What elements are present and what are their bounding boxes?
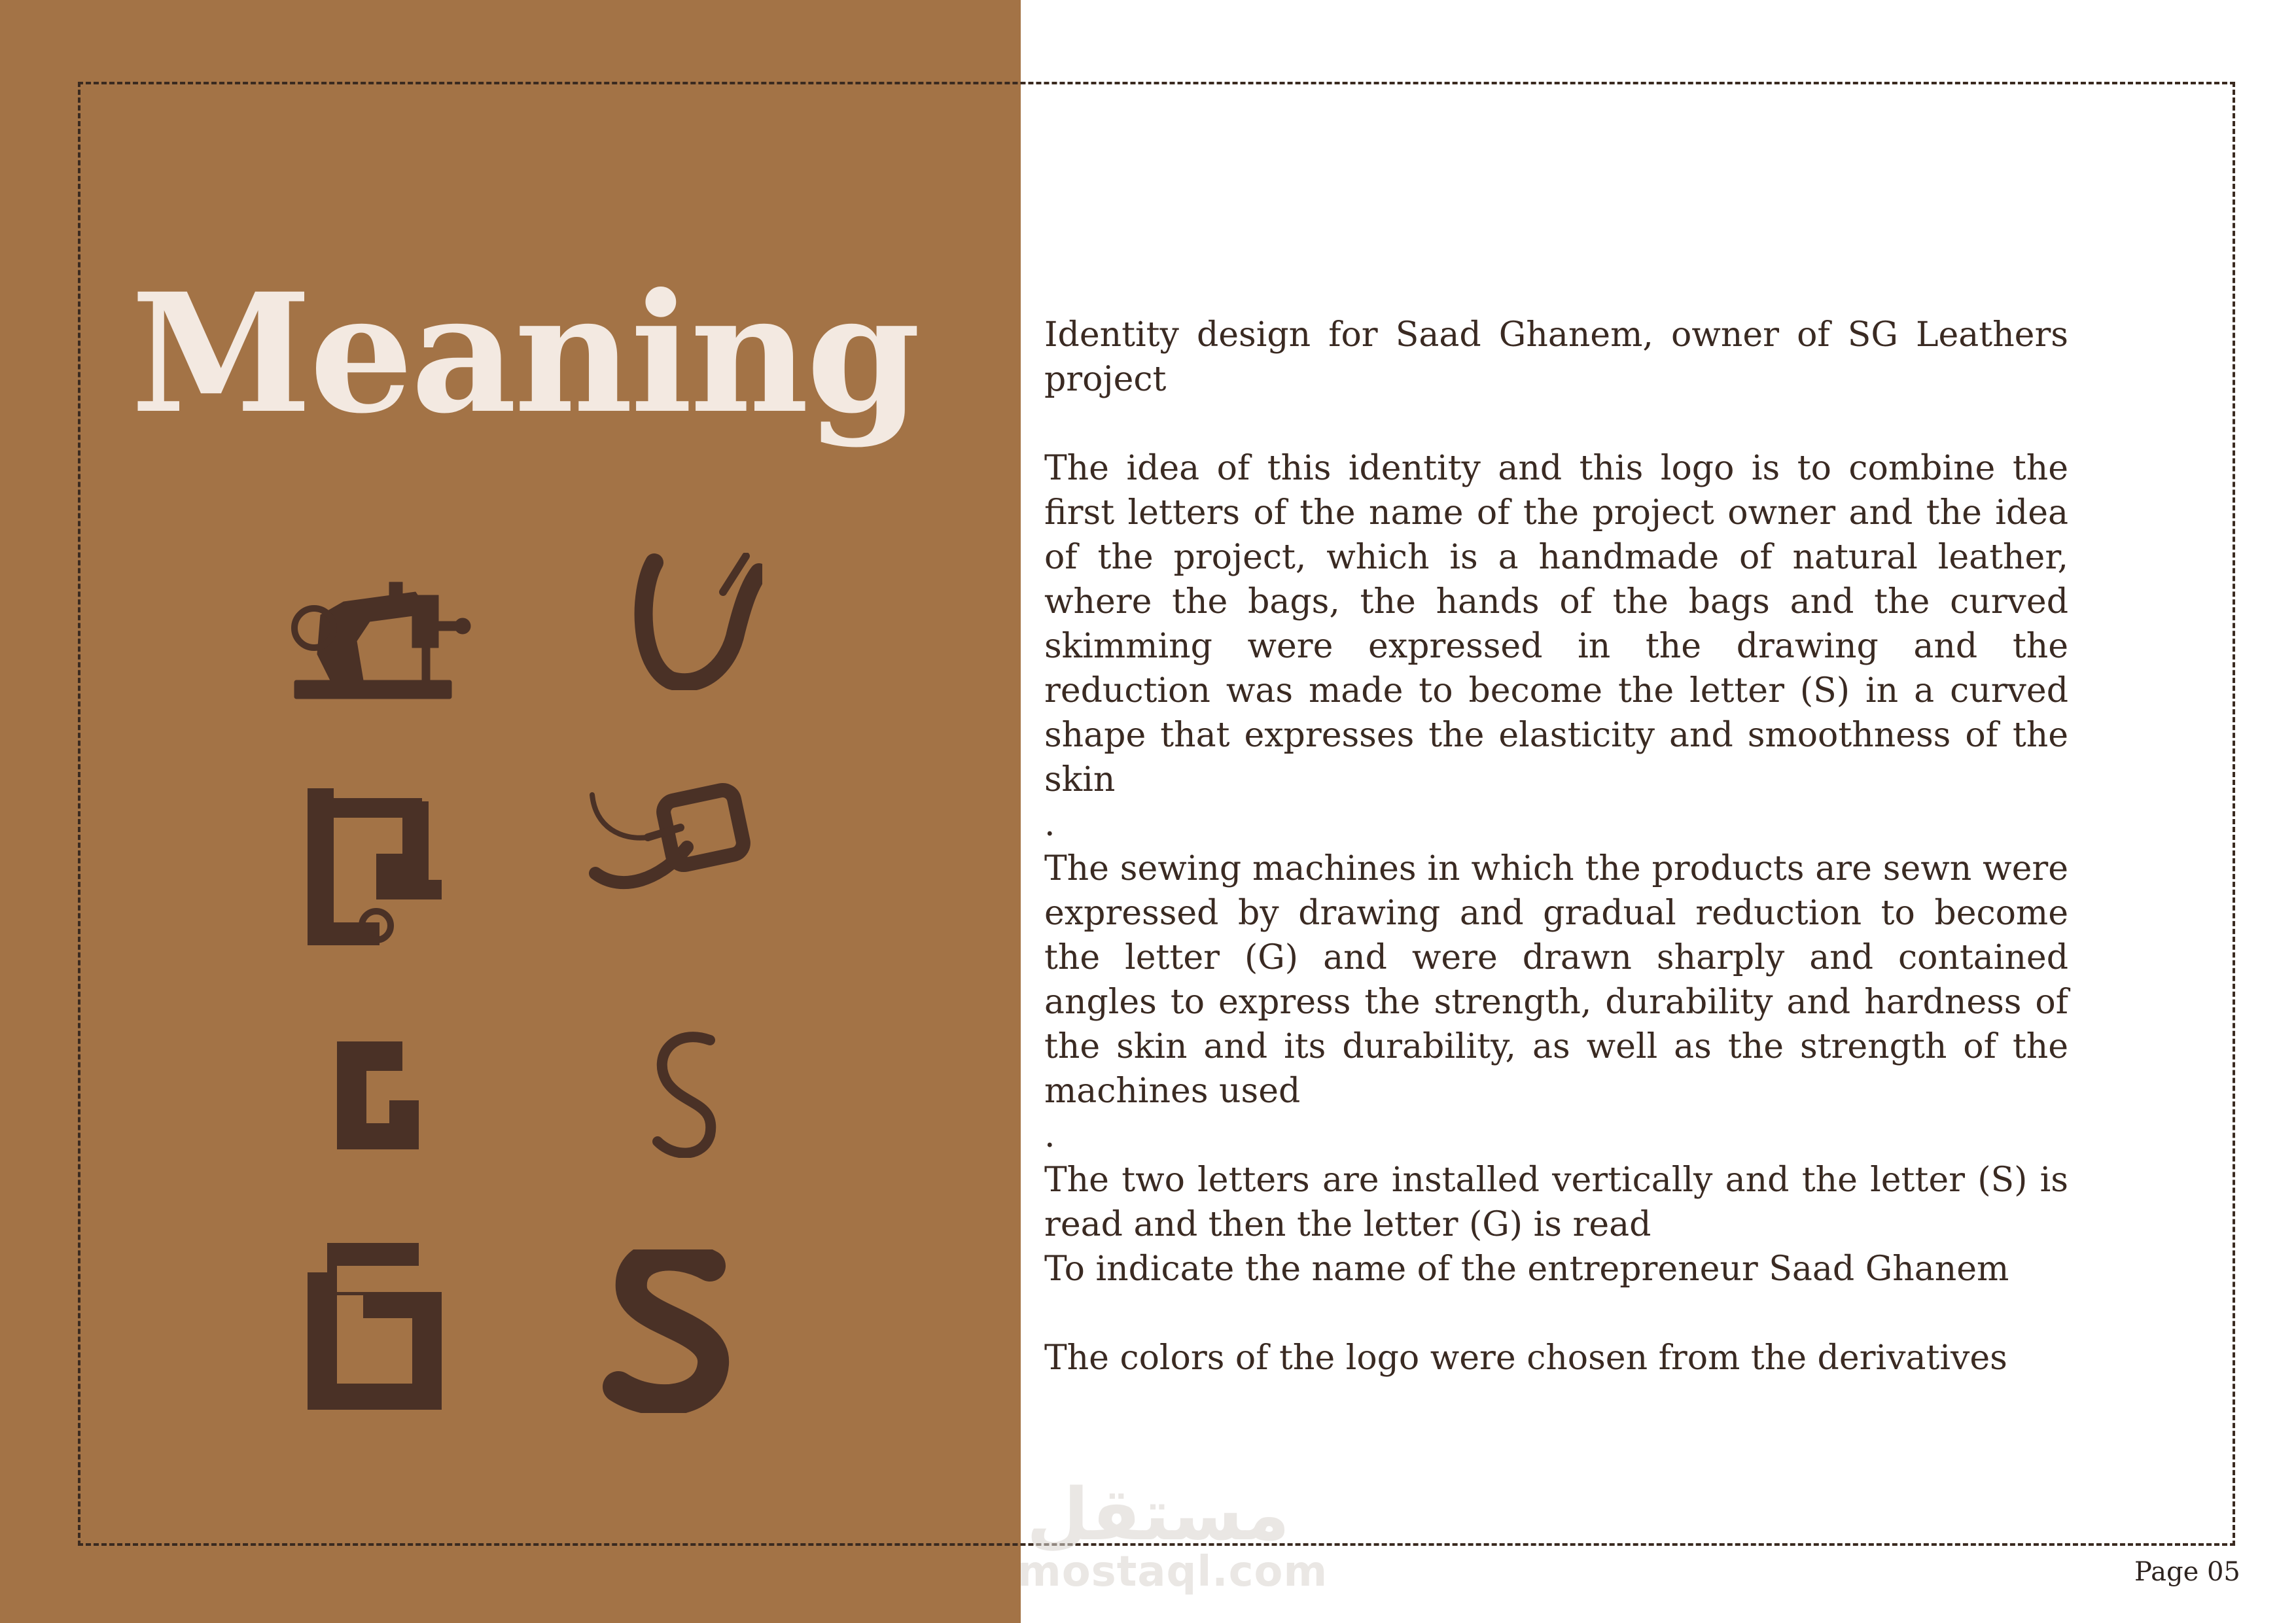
letter-g-sketch-icon [330,1035,422,1153]
mostaql-watermark [1017,1473,1328,1596]
letters-paragraph: The two letters are installed vertically and the letter (S) is read and then the letter (G) is read [1044,1161,2068,1244]
body-text [1044,313,2068,1380]
entrepreneur-line: To indicate the name of the entrepreneur Saad Ghanem [1044,1249,2009,1289]
idea-paragraph: The idea of this identity and this logo is to combine the first letters of the name of the project owner and the idea of the project, which is a handmade of natural leather, where the bags, the hands of the bags and the curved skimming were expressed in the drawing and the reduction was made to become the letter (S) in a curved shape that expresses the elasticity and smoothness of the skin [1044,449,2068,799]
sewing-machine-icon [291,576,474,707]
bag-handle-icon [631,553,762,690]
watermark-arabic: مستقل [1026,1473,1290,1556]
separator-dot: . [1044,805,1055,844]
separator-dot: . [1044,1116,1055,1155]
page-number: Page 05 [2134,1557,2240,1587]
belt-buckle-icon [582,782,759,899]
colors-paragraph: The colors of the logo were chosen from the derivatives [1044,1338,2007,1378]
letter-s-final-icon [602,1249,733,1413]
letter-s-thin-icon [648,1030,720,1158]
page-title: Meaning [131,257,919,449]
watermark-latin: mostaql.com [1017,1548,1328,1596]
intro-paragraph: Identity design for Saad Ghanem, owner of SG Leathers project [1044,315,2068,399]
sewing-machine-reduced-icon [304,782,445,949]
letter-g-final-icon [301,1243,442,1413]
sewing-paragraph: The sewing machines in which the products are sewn were expressed by drawing and gradual reduction to become the letter (G) and were drawn sharply and contained angles to express the strength, durability and hardness of the skin and its durability, as well as the strength of the machines used [1044,849,2068,1111]
